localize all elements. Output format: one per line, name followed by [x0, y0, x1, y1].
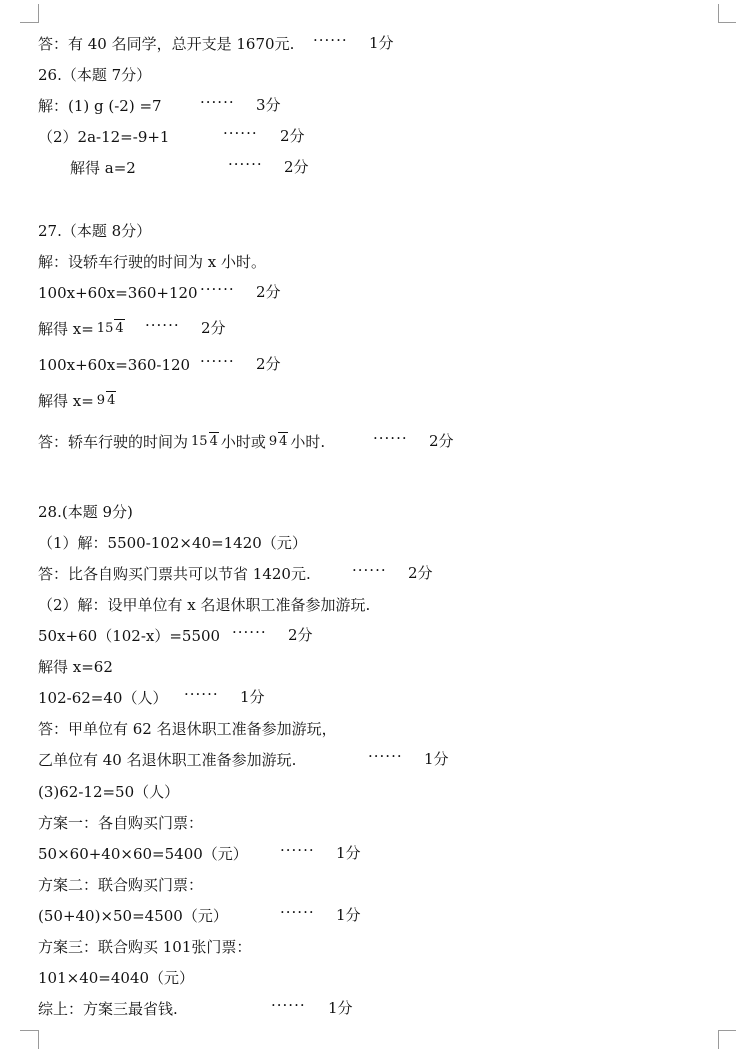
- line-text: 解：设轿车行驶的时间为 x 小时。: [38, 253, 266, 271]
- line-text: 乙单位有 40 名退休职工准备参加游玩.: [38, 751, 297, 769]
- line-text: 28.(本题 9分): [38, 503, 133, 521]
- line-text: 答：轿车行驶的时间为: [38, 433, 189, 451]
- fraction-denominator: 4: [107, 393, 116, 408]
- line-text: （2）解：设甲单位有 x 名退休职工准备参加游玩.: [38, 596, 371, 614]
- line-text: 方案一：各自购买门票：: [38, 814, 204, 832]
- line-text: 答：有 40 名同学，总开支是 1670元.: [38, 35, 295, 53]
- score-mark: 1分: [336, 906, 361, 924]
- score-mark: 1分: [369, 34, 394, 52]
- line-text: 答：比各自购买门票共可以节省 1420元.: [38, 565, 311, 583]
- answer-line: [38, 501, 133, 522]
- score-dots: ······: [352, 561, 387, 579]
- score-mark: 2分: [256, 283, 281, 301]
- answer-line: [38, 625, 220, 646]
- answer-line: [38, 532, 307, 553]
- line-text: 101×40=4040（元）: [38, 969, 195, 987]
- line-text: （2）2a-12=-9+1: [38, 128, 170, 146]
- line-text: 50×60+40×60=5400（元）: [38, 845, 248, 863]
- answer-line: [38, 126, 169, 147]
- score-dots: ······: [200, 280, 235, 298]
- answer-line: [38, 812, 203, 833]
- score-dots: ······: [145, 316, 180, 334]
- fraction: [96, 322, 125, 336]
- corner-mark-bottom-right: [718, 1030, 736, 1049]
- fraction-numerator: 9: [96, 393, 106, 408]
- line-text: 解得 x=62: [38, 658, 113, 676]
- answer-line: [38, 718, 337, 739]
- answer-line: [38, 431, 325, 452]
- score-dots: ······: [223, 124, 258, 142]
- score-dots: ······: [200, 93, 235, 111]
- fraction: [96, 394, 117, 408]
- answer-line: [70, 157, 136, 178]
- score-dots: ······: [271, 996, 306, 1014]
- score-mark: 2分: [408, 564, 433, 582]
- fraction-numerator: 15: [191, 434, 208, 449]
- line-text: 答：甲单位有 62 名退休职工准备参加游玩，: [38, 720, 337, 738]
- answer-line: [38, 220, 151, 241]
- corner-mark-top-right: [718, 4, 736, 23]
- score-dots: ······: [228, 155, 263, 173]
- line-text: 解得 a=2: [70, 159, 136, 177]
- line-text: (3)62-12=50（人）: [38, 783, 180, 801]
- answer-line: [38, 318, 127, 339]
- line-text: 100x+60x=360+120: [38, 284, 198, 302]
- score-dots: ······: [200, 352, 235, 370]
- score-mark: 2分: [201, 319, 226, 337]
- line-text: 100x+60x=360-120: [38, 356, 191, 374]
- answer-line: [38, 843, 248, 864]
- score-mark: 1分: [328, 999, 353, 1017]
- answer-line: [38, 656, 113, 677]
- score-mark: 1分: [240, 688, 265, 706]
- score-mark: 3分: [256, 96, 281, 114]
- line-text: 解得 x=: [38, 392, 94, 410]
- answer-line: [38, 390, 118, 411]
- score-mark: 1分: [424, 750, 449, 768]
- answer-line: [38, 33, 294, 54]
- fraction-denominator: 4: [279, 434, 288, 449]
- answer-line: [38, 967, 194, 988]
- answer-line: [38, 354, 190, 375]
- score-mark: 2分: [256, 355, 281, 373]
- line-text: 方案三：联合购买 101张门票：: [38, 938, 252, 956]
- score-mark: 2分: [284, 158, 309, 176]
- line-text: (50+40)×50=4500（元）: [38, 907, 228, 925]
- answer-line: [38, 563, 311, 584]
- line-text: 综上：方案三最省钱.: [38, 1000, 178, 1018]
- line-text: 小时或: [220, 433, 266, 451]
- answer-line: [38, 936, 251, 957]
- line-text: 解得 x=: [38, 320, 94, 338]
- answer-line: [38, 998, 178, 1019]
- line-text: 102-62=40（人）: [38, 689, 168, 707]
- line-text: 27.（本题 8分）: [38, 222, 152, 240]
- score-mark: 2分: [280, 127, 305, 145]
- answer-line: [38, 251, 266, 272]
- fraction: [190, 435, 219, 449]
- line-text: 解：(1) g (-2) =7: [38, 97, 162, 115]
- line-text: （1）解：5500-102×40=1420（元）: [38, 534, 307, 552]
- score-dots: ······: [184, 685, 219, 703]
- score-dots: ······: [232, 623, 267, 641]
- fraction-denominator: 4: [209, 434, 218, 449]
- score-mark: 2分: [429, 432, 454, 450]
- score-dots: ······: [368, 747, 403, 765]
- fraction-numerator: 15: [96, 321, 114, 336]
- fraction-denominator: 4: [115, 321, 124, 336]
- line-text: 方案二：联合购买门票：: [38, 876, 204, 894]
- score-dots: ······: [280, 841, 315, 859]
- answer-line: [38, 687, 167, 708]
- score-mark: 1分: [336, 844, 361, 862]
- score-dots: ······: [313, 31, 348, 49]
- corner-mark-top-left: [20, 4, 39, 23]
- fraction-numerator: 9: [268, 434, 278, 449]
- fraction: [268, 435, 289, 449]
- line-text: 26.（本题 7分）: [38, 66, 152, 84]
- answer-line: [38, 95, 162, 116]
- score-dots: ······: [373, 429, 408, 447]
- answer-line: [38, 905, 228, 926]
- answer-line: [38, 64, 151, 85]
- score-mark: 2分: [288, 626, 313, 644]
- answer-line: [38, 781, 179, 802]
- corner-mark-bottom-left: [20, 1030, 39, 1049]
- line-text: 小时.: [290, 433, 326, 451]
- answer-line: [38, 282, 198, 303]
- answer-line: [38, 594, 370, 615]
- score-dots: ······: [280, 903, 315, 921]
- answer-line: [38, 749, 296, 770]
- line-text: 50x+60（102-x）=5500: [38, 627, 221, 645]
- answer-line: [38, 874, 203, 895]
